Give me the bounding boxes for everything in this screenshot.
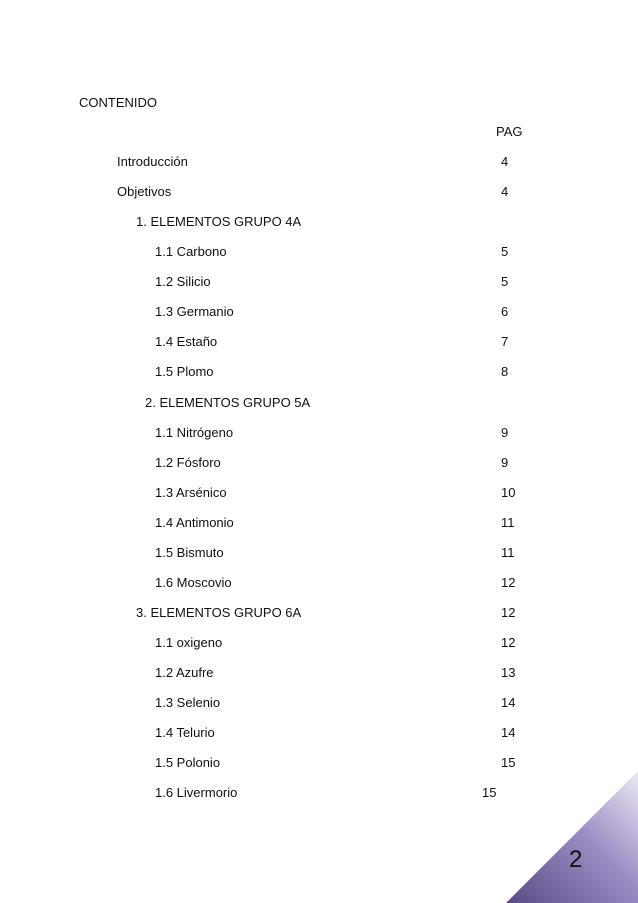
- toc-entry-label: 1.3 Germanio: [155, 304, 234, 319]
- toc-entry-label: 1.1 Nitrógeno: [155, 425, 234, 440]
- toc-entry-label: 1.1 oxigeno: [155, 635, 223, 650]
- page-column-header: PAG: [496, 124, 523, 139]
- toc-entry-label: Introducción: [117, 154, 188, 169]
- toc-entry-page: 12: [501, 605, 516, 620]
- toc-entry-label: 1.3 Selenio: [155, 695, 221, 710]
- toc-entry-page: 13: [501, 665, 516, 680]
- toc-entry-page: 14: [501, 725, 516, 740]
- toc-entry-label: 1.5 Plomo: [155, 364, 214, 379]
- toc-entry-page: 5: [501, 244, 509, 259]
- toc-entry: [0, 334, 638, 350]
- toc-entry: [0, 244, 638, 260]
- toc-entry-page: 4: [501, 184, 509, 199]
- toc-entry-label: Objetivos: [117, 184, 172, 199]
- toc-entry-label: 1. ELEMENTOS GRUPO 4A: [136, 214, 302, 229]
- toc-entry-page: 12: [501, 635, 516, 650]
- toc-entry-page: 15: [482, 785, 497, 800]
- toc-entry-label: 1.5 Bismuto: [155, 545, 224, 560]
- toc-entry-label: 1.2 Azufre: [155, 665, 214, 680]
- toc-entry-page: 6: [501, 304, 509, 319]
- page-number: 2: [569, 846, 583, 873]
- toc-entry: [0, 425, 638, 441]
- toc-entry: [0, 575, 638, 591]
- toc-entry: [0, 274, 638, 290]
- toc-entry-page: 4: [501, 154, 509, 169]
- toc-entry-page: 15: [501, 755, 516, 770]
- toc-entry-label: 2. ELEMENTOS GRUPO 5A: [145, 395, 311, 410]
- toc-entry-page: 14: [501, 695, 516, 710]
- toc-entry: [0, 605, 638, 621]
- toc-entry: [0, 755, 638, 771]
- toc-entry-label: 1.6 Livermorio: [155, 785, 238, 800]
- toc-entry-page: 9: [501, 455, 509, 470]
- toc-entry: [0, 455, 638, 471]
- toc-entry-page: 11: [501, 515, 515, 530]
- toc-entry-label: 1.3 Arsénico: [155, 485, 227, 500]
- toc-entry-page: 9: [501, 425, 509, 440]
- toc-entry-label: 1.2 Silicio: [155, 274, 211, 289]
- toc-entry: [0, 154, 638, 170]
- toc-entry: [0, 665, 638, 681]
- toc-entry: [0, 395, 638, 411]
- toc-entry: [0, 214, 638, 230]
- toc-entry: [0, 725, 638, 741]
- toc-entry-label: 1.4 Estaño: [155, 334, 218, 349]
- toc-entry-page: 10: [501, 485, 516, 500]
- toc-entry-label: 1.1 Carbono: [155, 244, 227, 259]
- toc-heading: CONTENIDO: [79, 95, 157, 110]
- toc-entry: [0, 545, 638, 561]
- toc-entry-label: 3. ELEMENTOS GRUPO 6A: [136, 605, 302, 620]
- toc-entry: [0, 635, 638, 651]
- toc-entry-label: 1.5 Polonio: [155, 755, 221, 770]
- toc-entry: [0, 304, 638, 320]
- toc-entry-label: 1.2 Fósforo: [155, 455, 221, 470]
- toc-entry-page: 11: [501, 545, 515, 560]
- toc-entry-label: 1.6 Moscovio: [155, 575, 232, 590]
- toc-entry-label: 1.4 Telurio: [155, 725, 215, 740]
- toc-entry: [0, 515, 638, 531]
- toc-entry-page: 12: [501, 575, 516, 590]
- toc-entry-page: 8: [501, 364, 509, 379]
- toc-entry: [0, 695, 638, 711]
- toc-entry: [0, 485, 638, 501]
- toc-entry: [0, 364, 638, 380]
- toc-entry-page: 5: [501, 274, 509, 289]
- corner-decoration: [506, 771, 638, 903]
- toc-entry-page: 7: [501, 334, 509, 349]
- toc-entry: [0, 184, 638, 200]
- toc-entry-label: 1.4 Antimonio: [155, 515, 234, 530]
